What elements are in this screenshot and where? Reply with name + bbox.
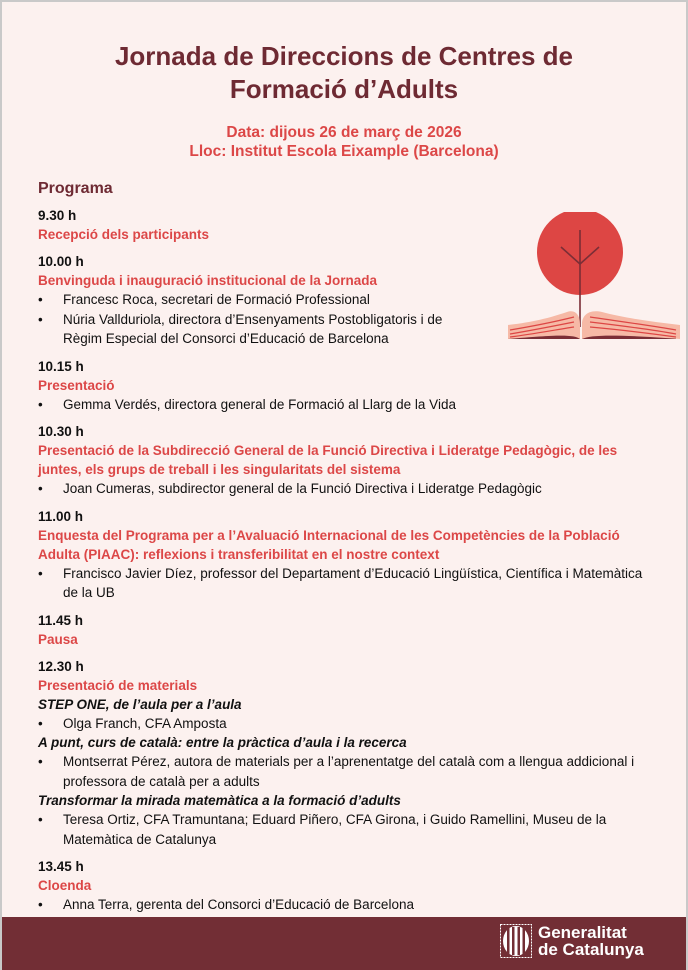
material-title: A punt, curs de català: entre la pràctica d’aula i la recerca xyxy=(38,735,407,750)
speaker: • Núria Vallduriola, directora d’Ensenyaments Postobligatoris i de Règim Especial del Consorci d’Educació de Barcelona xyxy=(38,311,443,346)
item-time: 10.30 h xyxy=(38,424,84,439)
speaker-list xyxy=(38,752,658,791)
item-event: Recepció dels participants xyxy=(38,227,210,242)
item-time: 13.45 h xyxy=(38,859,84,874)
speaker-list xyxy=(38,479,658,499)
program-item xyxy=(38,508,658,603)
speaker-list xyxy=(38,395,658,415)
speaker-list xyxy=(38,564,658,603)
item-event: Cloenda xyxy=(38,878,92,893)
generalitat-logo xyxy=(500,924,644,958)
speaker: • Olga Franch, CFA Amposta xyxy=(38,714,658,734)
event-place: Lloc: Institut Escola Eixample (Barcelona) xyxy=(189,143,499,160)
title-line-1: Jornada de Direccions de Centres de xyxy=(114,41,574,71)
program-item xyxy=(38,423,658,499)
speaker-list xyxy=(38,714,658,734)
speaker: • Teresa Ortiz, CFA Tramuntana; Eduard Piñero, CFA Girona, i Guido Ramellini, Museu de la Matemàtica de Catalunya xyxy=(38,812,607,847)
bullet-icon: • xyxy=(38,812,43,827)
event-date: Data: dijous 26 de març de 2026 xyxy=(226,124,462,141)
speaker-list xyxy=(38,810,658,849)
speaker: • Francisco Javier Díez, professor del Departament d’Educació Lingüística, Científica i Matemàtica de la UB xyxy=(38,565,643,600)
program-item xyxy=(38,253,658,349)
item-time: 11.45 h xyxy=(38,612,84,628)
item-event: Presentació de la Subdirecció General de la Funció Directiva i Lideratge Pedagògic, de les juntes, els grups de treball i les singularitats del sistema xyxy=(38,443,618,477)
material-title: Transformar la mirada matemàtica a la formació d’adults xyxy=(38,793,401,808)
bullet-icon: • xyxy=(38,897,43,912)
program-item xyxy=(38,658,658,850)
item-event: Benvinguda i inauguració institucional de la Jornada xyxy=(38,273,378,288)
program-item xyxy=(38,207,658,244)
bullet-icon: • xyxy=(38,292,43,307)
bullet-icon: • xyxy=(38,311,43,327)
speaker-list xyxy=(38,290,658,349)
speaker: • Gemma Verdés, directora general de Formació al Llarg de la Vida xyxy=(38,395,658,415)
speaker: • Montserrat Pérez, autora de materials per a l’aprenentatge del català com a llengua addicional i professora de català per a adults xyxy=(38,754,635,789)
bullet-icon: • xyxy=(38,565,43,581)
item-time: 11.00 h xyxy=(38,508,84,524)
item-event: Presentació de materials xyxy=(38,677,198,693)
program-heading: Programa xyxy=(38,180,113,197)
item-time: 10.15 h xyxy=(38,358,84,374)
bullet-icon: • xyxy=(38,715,43,731)
program-item xyxy=(38,858,658,915)
material-title: STEP ONE, de l’aula per a l’aula xyxy=(38,696,242,712)
logo-text: Generalitat de Catalunya xyxy=(538,923,644,959)
generalitat-shield-icon xyxy=(500,924,532,958)
title-line-2: Formació d’Adults xyxy=(229,74,459,104)
program xyxy=(38,180,658,924)
speaker: • Joan Cumeras, subdirector general de la Funció Directiva i Lideratge Pedagògic xyxy=(38,479,658,499)
event-meta xyxy=(2,123,686,161)
item-event: Pausa xyxy=(38,631,78,647)
item-time: 12.30 h xyxy=(38,658,84,674)
item-event: Enquesta del Programa per a l’Avaluació Internacional de les Competències de la Població Adulta (PIAAC): reflexions i transferibilitat en el nostre context xyxy=(38,527,620,562)
footer-bar xyxy=(2,917,686,970)
speaker: • Anna Terra, gerenta del Consorci d’Educació de Barcelona xyxy=(38,895,658,915)
bullet-icon: • xyxy=(38,754,43,769)
program-item xyxy=(38,612,658,649)
item-time: 9.30 h xyxy=(38,208,77,223)
bullet-icon: • xyxy=(38,396,43,412)
program-item xyxy=(38,358,658,415)
item-event: Presentació xyxy=(38,377,115,393)
speaker-list xyxy=(38,895,658,915)
bullet-icon: • xyxy=(38,481,43,496)
speaker: • Francesc Roca, secretari de Formació Professional xyxy=(38,290,658,310)
page-title xyxy=(2,40,686,106)
item-time: 10.00 h xyxy=(38,254,84,269)
